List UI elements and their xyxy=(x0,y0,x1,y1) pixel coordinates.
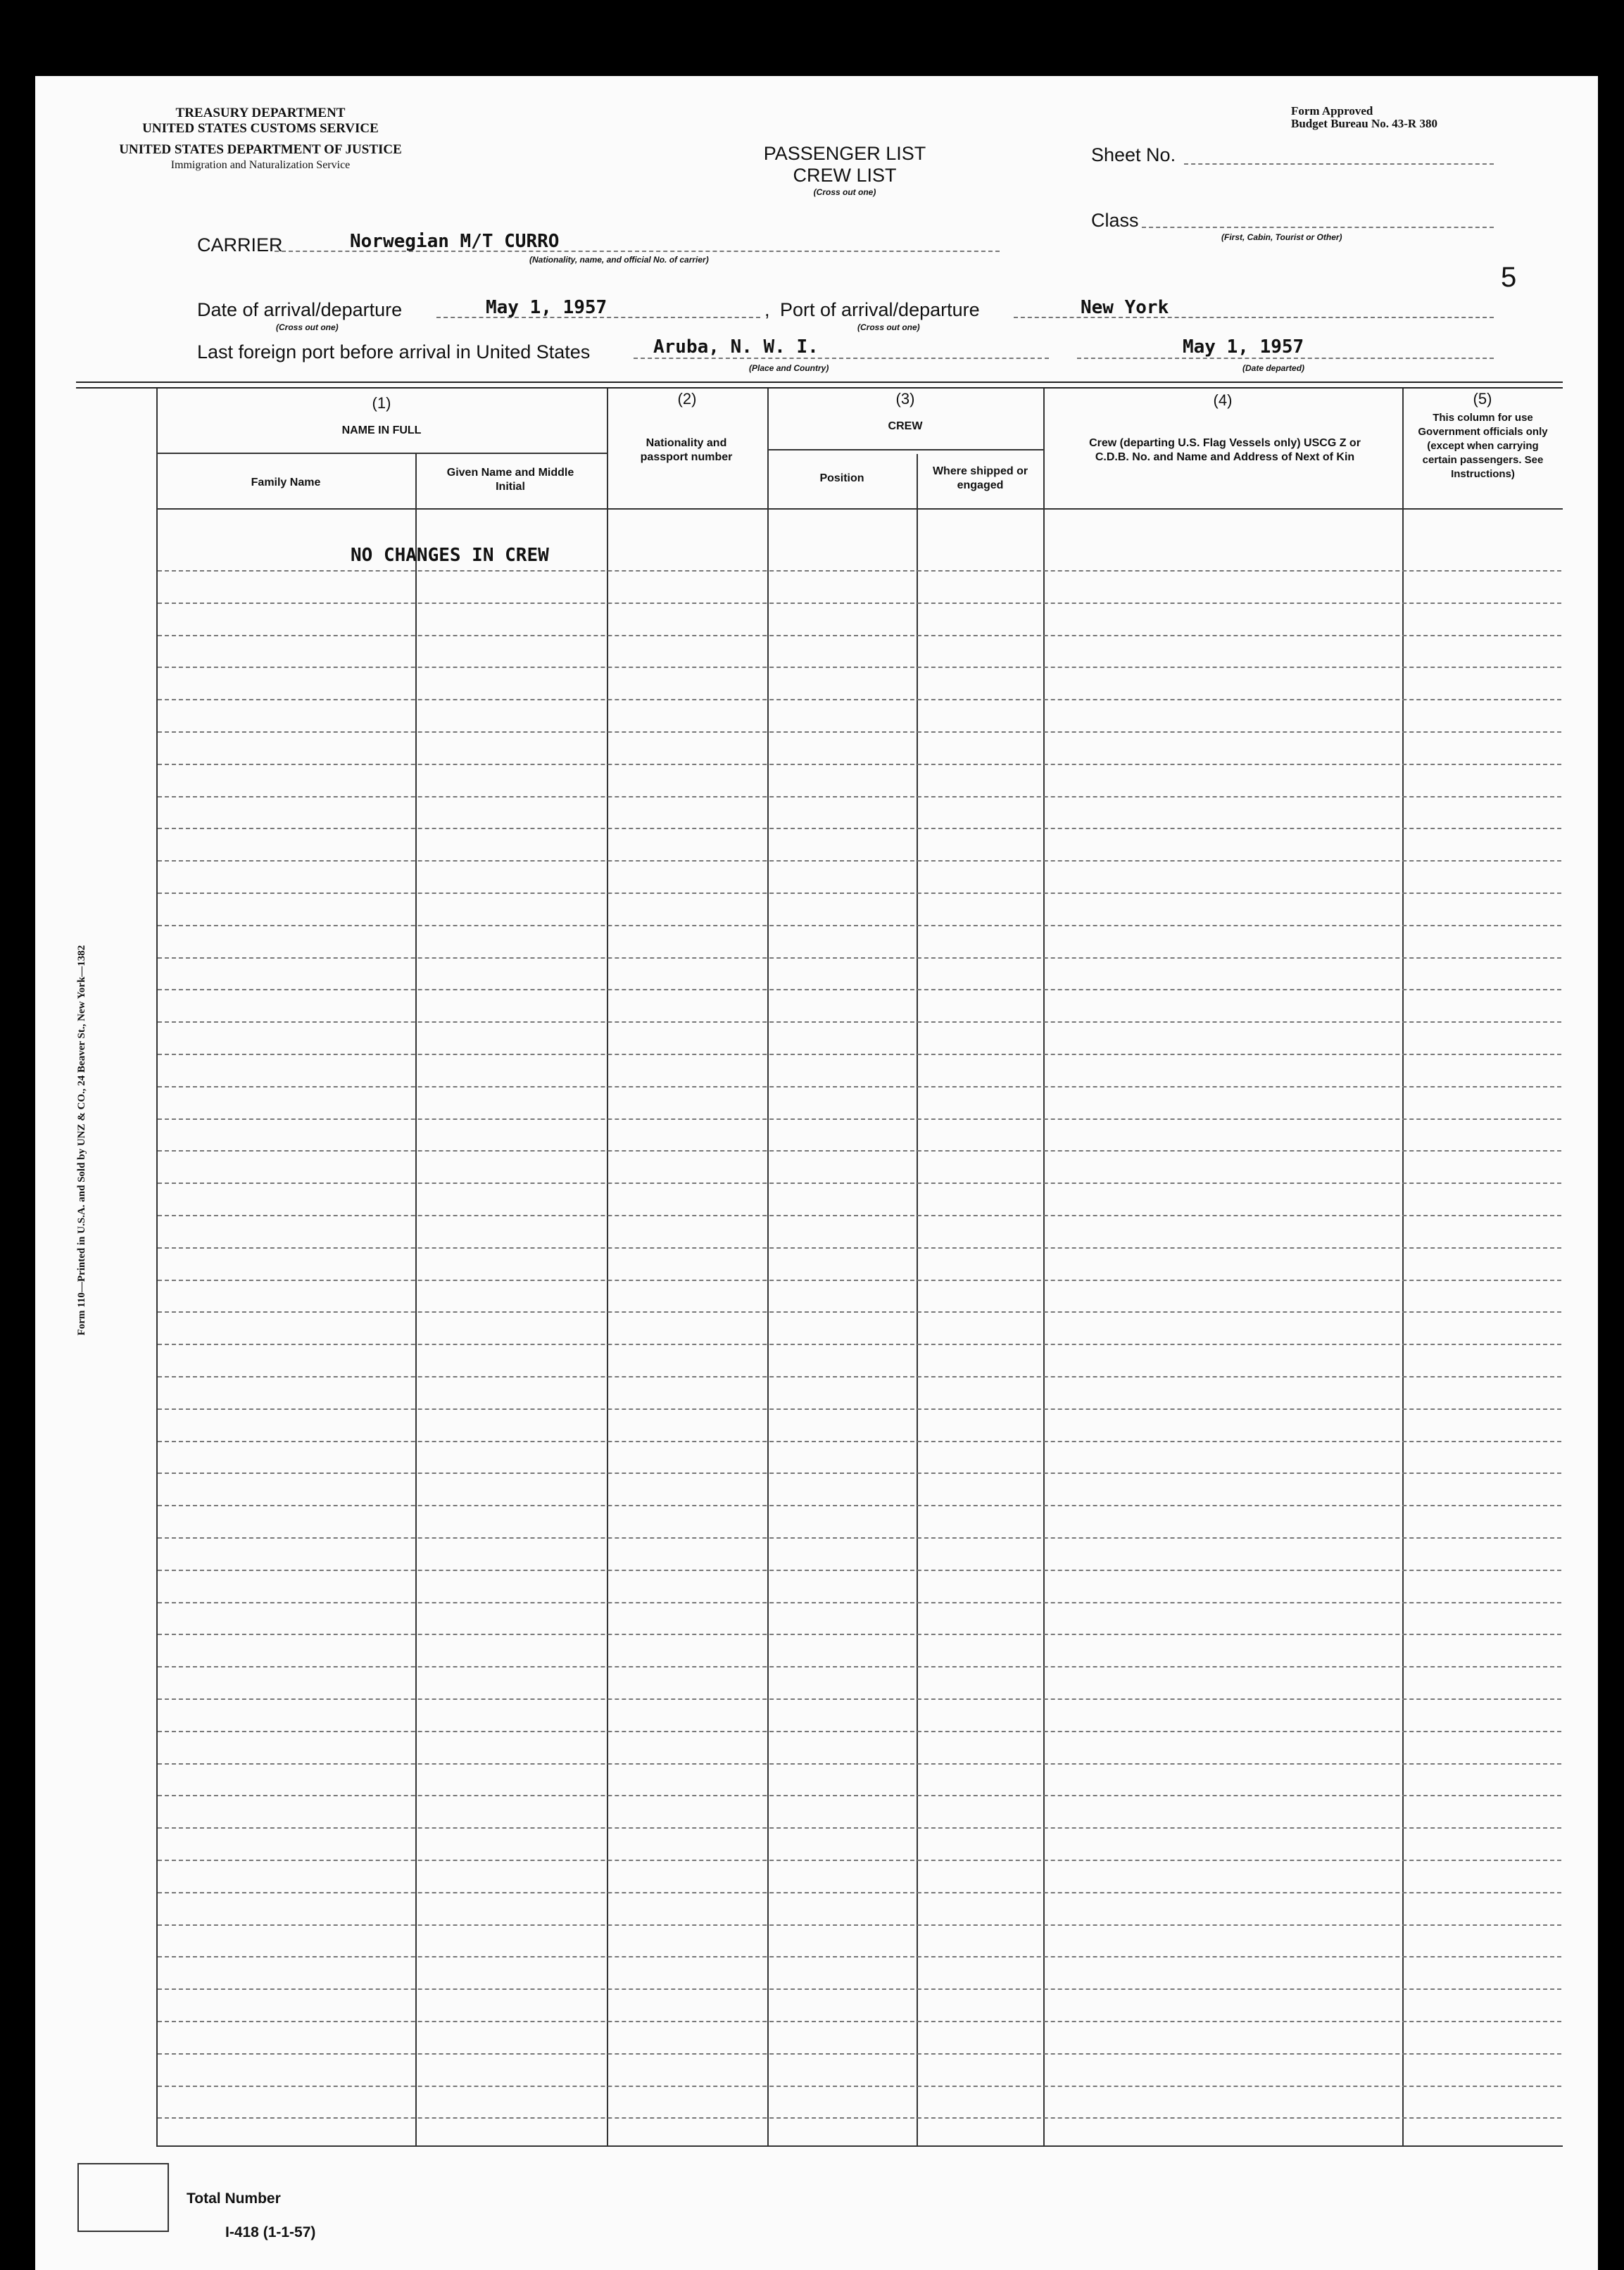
row-rule xyxy=(158,925,1561,926)
sheet-no-label: Sheet No. xyxy=(1091,144,1176,165)
row-rule xyxy=(158,1827,1561,1829)
carrier-label: CARRIER xyxy=(197,234,283,256)
last-port-caption: (Place and Country) xyxy=(749,363,829,373)
form-id: I-418 (1-1-57) xyxy=(225,2224,316,2240)
double-rule-bottom xyxy=(76,387,1563,389)
date-value: May 1, 1957 xyxy=(486,297,608,318)
total-number-label: Total Number xyxy=(187,2190,281,2207)
row-rule xyxy=(158,1892,1561,1893)
position-header: Position xyxy=(819,472,864,484)
col-1-subheader-rule xyxy=(156,453,607,454)
row-rule xyxy=(158,1988,1561,1990)
divider-col-4-5 xyxy=(1402,389,1404,2147)
total-number-box xyxy=(77,2163,169,2232)
class-line xyxy=(1142,227,1494,228)
divider-col-2-3 xyxy=(767,389,769,2147)
port-caption: (Cross out one) xyxy=(857,322,920,332)
row-rule xyxy=(158,1247,1561,1249)
last-port-value: Aruba, N. W. I. xyxy=(653,336,819,358)
col-4-title: Crew (departing U.S. Flag Vessels only) USCG Z or C.D.B. No. and Name and Address of Next of Kin xyxy=(1089,437,1361,463)
row-rule xyxy=(158,764,1561,765)
row-rule xyxy=(158,1473,1561,1474)
col-4-number: (4) xyxy=(1213,391,1233,409)
class-label: Class xyxy=(1091,210,1139,231)
row-rule xyxy=(158,699,1561,700)
row-rule xyxy=(158,1054,1561,1055)
col-2-title: Nationality and passport number xyxy=(640,437,733,463)
row-rule xyxy=(158,1280,1561,1281)
row-rule xyxy=(158,1086,1561,1087)
where-shipped-header: Where shipped or engaged xyxy=(932,465,1028,491)
row-rule xyxy=(158,1860,1561,1861)
col-1-title: NAME IN FULL xyxy=(341,424,422,436)
divider-col-1-2 xyxy=(607,389,608,2147)
class-caption: (First, Cabin, Tourist or Other) xyxy=(1221,232,1342,242)
row-rule xyxy=(158,1537,1561,1539)
title-passenger-list: PASSENGER LIST xyxy=(763,143,926,164)
carrier-caption: (Nationality, name, and official No. of carrier) xyxy=(529,255,709,265)
row-rule xyxy=(158,796,1561,797)
row-rule xyxy=(158,1118,1561,1120)
form-approved: Form Approved xyxy=(1291,104,1373,118)
row-rule xyxy=(158,667,1561,668)
date-caption: (Cross out one) xyxy=(276,322,339,332)
row-rule xyxy=(158,1956,1561,1957)
row-rule xyxy=(158,1924,1561,1926)
crew-entry: NO CHANGES IN CREW xyxy=(351,545,549,566)
given-name-header: Given Name and Middle Initial xyxy=(446,467,574,493)
row-rule xyxy=(158,957,1561,959)
port-label: Port of arrival/departure xyxy=(780,299,980,320)
divider-col-3-4 xyxy=(1043,389,1045,2147)
budget-bureau-number: Budget Bureau No. 43-R 380 xyxy=(1291,117,1437,130)
row-rule xyxy=(158,893,1561,894)
row-rule xyxy=(158,2086,1561,2087)
row-rule xyxy=(158,1634,1561,1635)
row-rule xyxy=(158,1698,1561,1700)
col-3-title: CREW xyxy=(888,420,923,432)
last-port-label: Last foreign port before arrival in United States xyxy=(197,341,591,362)
row-rule xyxy=(158,2053,1561,2055)
departed-value: May 1, 1957 xyxy=(1183,336,1304,358)
row-rule xyxy=(158,570,1561,572)
col-3-number: (3) xyxy=(895,390,915,408)
row-rule xyxy=(158,2021,1561,2022)
family-name-header: Family Name xyxy=(251,477,321,488)
col-2-number: (2) xyxy=(677,390,697,408)
title-note: (Cross out one) xyxy=(813,187,876,197)
row-rule xyxy=(158,1795,1561,1796)
port-value: New York xyxy=(1081,297,1169,318)
row-rule xyxy=(158,860,1561,862)
row-rule xyxy=(158,1376,1561,1377)
row-rule xyxy=(158,989,1561,990)
row-rule xyxy=(158,603,1561,604)
row-rule xyxy=(158,1666,1561,1667)
row-rule xyxy=(158,1215,1561,1216)
row-rule xyxy=(158,731,1561,733)
agency-line-2: UNITED STATES CUSTOMS SERVICE xyxy=(142,121,379,136)
departed-line xyxy=(1077,358,1494,359)
row-rule xyxy=(158,1183,1561,1184)
agency-line-1: TREASURY DEPARTMENT xyxy=(175,106,346,120)
row-rule xyxy=(158,1021,1561,1023)
row-rule xyxy=(158,828,1561,829)
agency-line-4: Immigration and Naturalization Service xyxy=(170,159,351,171)
row-rule xyxy=(158,2117,1561,2119)
row-rule xyxy=(158,1602,1561,1603)
row-rule xyxy=(158,635,1561,636)
sheet-no-line xyxy=(1184,163,1494,165)
header-bottom-rule xyxy=(156,508,1563,510)
row-rule xyxy=(158,1441,1561,1442)
last-port-line xyxy=(634,358,1049,359)
title-crew-list: CREW LIST xyxy=(793,165,897,186)
double-rule-top xyxy=(76,382,1563,383)
table-left-border xyxy=(156,389,158,2147)
printer-note: Form 110—Printed in U.S.A. and Sold by UNZ & CO., 24 Beaver St., New York—1382 xyxy=(76,945,87,1336)
row-rule xyxy=(158,1731,1561,1732)
col-1-number: (1) xyxy=(372,394,391,412)
row-rule xyxy=(158,1344,1561,1345)
carrier-value: Norwegian M/T CURRO xyxy=(350,231,560,252)
row-rule xyxy=(158,1505,1561,1506)
col-5-title: This column for use Government officials only (except when carrying certain passengers. See Instructions) xyxy=(1418,412,1548,480)
row-rule xyxy=(158,1763,1561,1765)
row-rule xyxy=(158,1150,1561,1152)
row-rule xyxy=(158,1311,1561,1313)
col-5-number: (5) xyxy=(1473,390,1492,408)
agency-line-3: UNITED STATES DEPARTMENT OF JUSTICE xyxy=(119,142,402,157)
col-3-subheader-rule xyxy=(767,449,1043,450)
date-label: Date of arrival/departure xyxy=(197,299,403,320)
table-bottom-rule xyxy=(156,2145,1563,2147)
page-number: 5 xyxy=(1501,262,1517,293)
row-rule xyxy=(158,1570,1561,1571)
departed-caption: (Date departed) xyxy=(1242,363,1305,373)
row-rule xyxy=(158,1408,1561,1410)
